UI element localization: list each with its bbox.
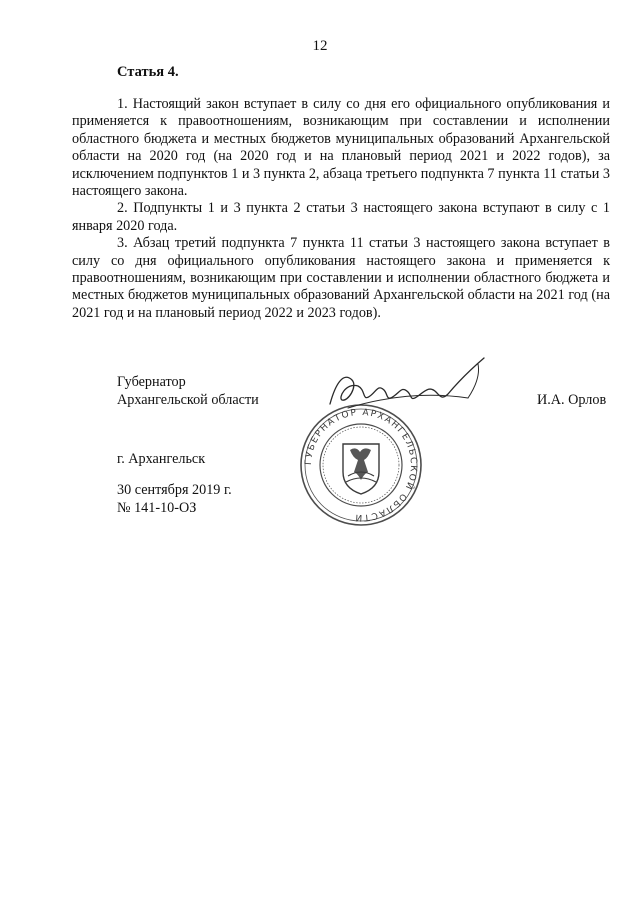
place-of-signing: г. Архангельск	[117, 451, 206, 467]
signatory-title-line1: Губернатор	[117, 374, 186, 390]
signatory-name: И.А. Орлов	[537, 392, 607, 408]
paragraph-3: 3. Абзац третий подпункта 7 пункта 11 статьи 3 настоящего закона вступает в силу со дня официального опубликования настоящего закона и применяется к правоотношениям, возникающим при составлении и исполнении областного бюджета и местных бюджетов муниципальных образований Архангельской области на 2021 год (на 2021 год и на плановый период 2022 и 2023 годов).	[72, 235, 610, 321]
coat-of-arms-icon	[343, 444, 379, 494]
date-and-number	[117, 482, 232, 517]
handwritten-signature	[318, 352, 508, 422]
signatory-title-line2: Архангельской области	[117, 391, 259, 408]
article-body	[72, 96, 610, 322]
signing-date: 30 сентября 2019 г.	[117, 482, 232, 498]
paragraph-2: 2. Подпункты 1 и 3 пункта 2 статьи 3 настоящего закона вступают в силу с 1 января 2020 года.	[72, 200, 610, 234]
paragraph-1: 1. Настоящий закон вступает в силу со дня его официального опубликования и применяется к правоотношениям, возникающим при составлении и исполнении областного бюджета и местных бюджетов муниципальных образований Архангельской области на 2020 год (на 2020 год и на плановый период 2021 и 2022 годов), за исключением подпунктов 1 и 3 пункта 2, абзаца третьего подпункта 7 пункта 11 статьи 3 настоящего закона.	[72, 96, 610, 200]
article-heading: Статья 4.	[117, 64, 179, 80]
seal-ring-text: ГУБЕРНАТОР АРХАНГЕЛЬСКОЙ ОБЛАСТИ	[303, 407, 419, 523]
signatory-title	[117, 374, 259, 409]
law-number: № 141-10-ОЗ	[117, 499, 197, 516]
page-number: 12	[312, 38, 328, 54]
